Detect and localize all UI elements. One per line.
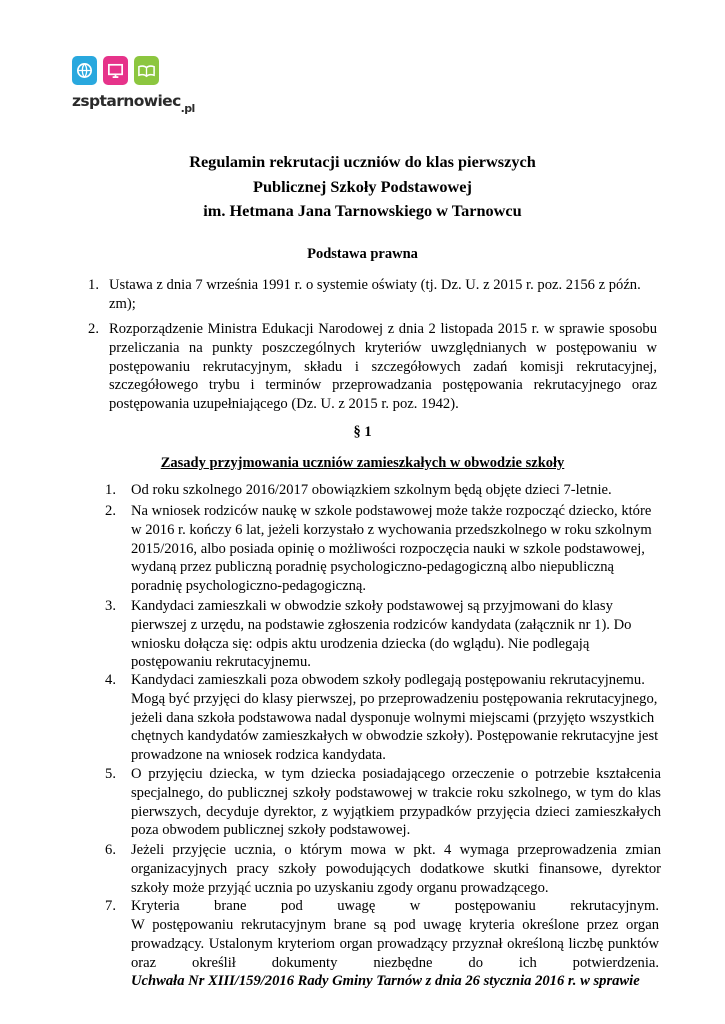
title-line: Publicznej Szkoły Podstawowej (253, 176, 472, 196)
section-item: Na wniosek rodziców naukę w szkole podstawowej może także rozpocząć dziecko, które w 2016 r. kończy 6 lat, jeżeli korzystało z wychowania przedszkolnego w roku szkolnym 2015/2016, albo posiada opinię o możliwości rozpoczęcia nauki w szkole podstawowej, wydaną przez publiczną poradnię psychologiczno-pedagogiczną albo niepubliczną poradnię psychologiczno-pedagogiczną. (131, 503, 652, 595)
list-number: 3. (105, 598, 116, 614)
section-item: W postępowaniu rekrutacyjnym brane są pod uwagę kryteria określone przez organ prowadzący. Ustalonym kryteriom organ prowadzący przyznał określoną liczbę punktów oraz określił dokumenty niezbędne do ich potwierdzenia. (131, 917, 659, 971)
list-number: 2. (88, 321, 99, 337)
title-line: im. Hetmana Jana Tarnowskiego w Tarnowcu (203, 201, 522, 220)
section-item: Jeżeli przyjęcie ucznia, o którym mowa w pkt. 4 wymaga przeprowadzenia zmian organizacyjnych pracy szkoły powodujących dodatkowe skutki finansowe, dyrektor szkoły może przyjąć ucznia po uzyskaniu zgody organu prowadzącego. (131, 842, 661, 896)
legal-basis-item: Ustawa z dnia 7 września 1991 r. o systemie oświaty (tj. Dz. U. z 2015 r. poz. 2156 z późn. zm); (109, 277, 641, 312)
legal-basis-heading: Podstawa prawna (307, 246, 418, 262)
resolution-reference: Uchwała Nr XIII/159/2016 Rady Gminy Tarnów z dnia 26 stycznia 2016 r. w sprawie (131, 973, 640, 989)
section-item: O przyjęciu dziecka, w tym dziecka posiadającego orzeczenie o potrzebie kształcenia specjalnego, do publicznej szkoły podstawowej w trakcie roku szkolnego, w tym do klas pierwszych, decyduje dyrektor, z wyjątkiem przypadków przyjęcia dzieci zamieszkałych poza obwodem publicznej szkoły podstawowej. (131, 766, 661, 839)
globe-icon (72, 56, 97, 85)
section-heading: Zasady przyjmowania uczniów zamieszkałych w obwodzie szkoły (160, 455, 565, 471)
section-item: Kandydaci zamieszkali poza obwodem szkoły podlegają postępowaniu rekrutacyjnemu. Mogą być przyjęci do klasy pierwszej, po przeprowadzeniu postępowania rekrutacyjnego, jeżeli dana szkoła podstawowa nadal dysponuje wolnymi miejscami (przyjęto wszystkich chętnych kandydatów zamieszkałych w obwodzie szkoły). Postępowanie rekrutacyjne jest prowadzone na wniosek rodzica kandydata. (131, 672, 659, 764)
list-number: 6. (105, 842, 116, 858)
section-item: Od roku szkolnego 2016/2017 obowiązkiem szkolnym będą objęte dzieci 7-letnie. (131, 482, 612, 498)
list-number: 1. (105, 482, 116, 498)
list-number: 5. (105, 766, 116, 782)
legal-basis-item: Rozporządzenie Ministra Edukacji Narodowej z dnia 2 listopada 2015 r. w sprawie sposobu przeliczania na punkty poszczególnych kryteriów uwzględnianych w postępowaniu w postępowaniu rekrutacyjnym, składu i szczegółowych zadań komisji rekrutacyjnej, szczegółowego trybu i terminów przeprowadzania postępowania rekrutacyjnego oraz postępowania uzupełniającego (Dz. U. z 2015 r. poz. 1942). (109, 321, 657, 413)
section-mark: § 1 (353, 424, 372, 440)
section-item-line: Kryteria brane pod uwagę w postępowaniu rekrutacyjnym. (131, 898, 659, 914)
document-title (0, 150, 725, 224)
list-number: 1. (88, 277, 99, 293)
list-number: 4. (105, 672, 116, 688)
list-number: 7. (105, 898, 116, 914)
title-line: Regulamin rekrutacji uczniów do klas pierwszych (189, 152, 536, 171)
section-item: Kandydaci zamieszkali w obwodzie szkoły podstawowej są przyjmowani do klasy pierwszej z urzędu, na podstawie zgłoszenia rodziców kandydata (załącznik nr 1). Do wniosku dołącza się: odpis aktu urodzenia dziecka (do wglądu). Nie podlegają postępowaniu rekrutacyjnemu. (131, 598, 632, 671)
monitor-icon (103, 56, 128, 85)
school-logo (72, 56, 195, 124)
book-icon (134, 56, 159, 85)
list-number: 2. (105, 503, 116, 519)
logo-brand-text: zsptarnowiec$_{.pl}$ (72, 92, 195, 115)
